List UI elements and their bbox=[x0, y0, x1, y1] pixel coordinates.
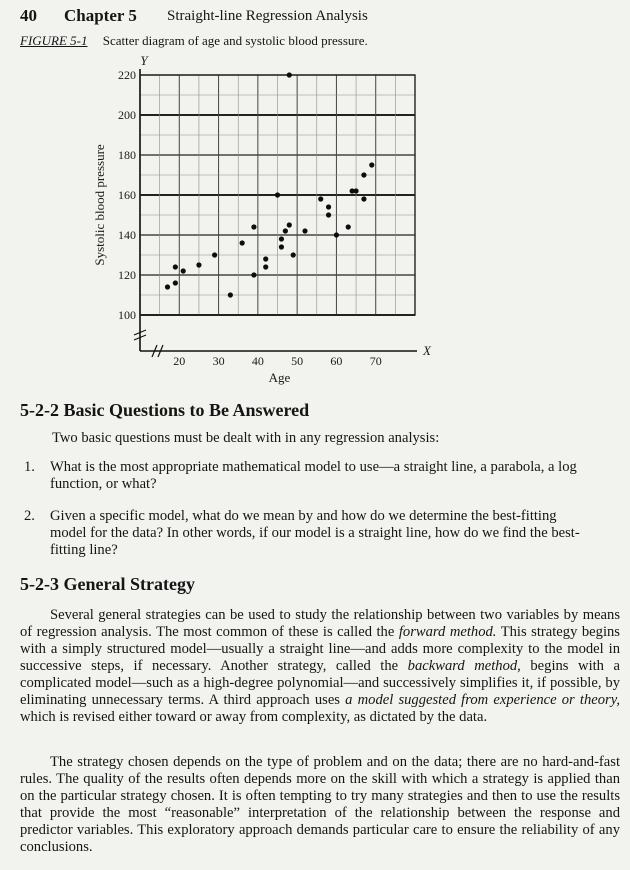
paragraph-text: begins with a complicated model—such as a high-degree polynomial—and successively simplifies it, if possible, by eliminating unnecessary terms. A third approach uses bbox=[20, 658, 620, 708]
data-point bbox=[212, 252, 217, 257]
y-tick-label: 120 bbox=[118, 268, 136, 282]
data-point bbox=[326, 204, 331, 209]
chart-axes bbox=[134, 69, 417, 357]
section-heading-basic-questions: 5-2-2 Basic Questions to Be Answered bbox=[20, 400, 310, 420]
figure-label: FIGURE 5-1 bbox=[20, 33, 88, 48]
data-point bbox=[291, 252, 296, 257]
list-text: Given a specific model, what do we mean by and how do we determine the best-fitting model for the data? In other words, if our model is a straight line, how do we find the best-fitting line? bbox=[50, 508, 580, 558]
data-point bbox=[369, 162, 374, 167]
list-item bbox=[24, 508, 589, 562]
data-point bbox=[353, 188, 358, 193]
section1-intro: Two basic questions must be dealt with in any regression analysis: bbox=[52, 430, 440, 446]
figure-caption-text: Scatter diagram of age and systolic blood pressure. bbox=[102, 33, 368, 48]
data-point bbox=[251, 272, 256, 277]
data-point bbox=[251, 224, 256, 229]
y-tick-label: 140 bbox=[118, 228, 136, 242]
data-point bbox=[165, 284, 170, 289]
running-title: Straight-line Regression Analysis bbox=[167, 8, 368, 24]
data-point bbox=[181, 268, 186, 273]
y-tick-label: 200 bbox=[118, 108, 136, 122]
paragraph-text: This strategy begins with a simply structured model—usually a straight line—and adds more complexity to the model in successive steps, if necessary. Another strategy, called the bbox=[20, 624, 620, 674]
data-point bbox=[287, 72, 292, 77]
data-point bbox=[361, 196, 366, 201]
x-tick-label: 50 bbox=[291, 354, 304, 368]
data-point bbox=[279, 236, 284, 241]
data-point bbox=[279, 244, 284, 249]
data-point bbox=[302, 228, 307, 233]
y-axis-label: Systolic blood pressure bbox=[92, 144, 107, 266]
paragraph-text: Several general strategies can be used to study the relationship between two variables by means of regression analysis. The most common of these is called the bbox=[20, 607, 620, 640]
scatter-chart bbox=[0, 48, 630, 393]
data-point bbox=[326, 212, 331, 217]
data-point bbox=[173, 280, 178, 285]
list-number: 2. bbox=[24, 508, 35, 524]
data-point bbox=[334, 232, 339, 237]
data-point bbox=[228, 292, 233, 297]
page-header bbox=[20, 6, 620, 30]
data-point bbox=[283, 228, 288, 233]
data-point bbox=[346, 224, 351, 229]
x-axis-label: Age bbox=[268, 370, 291, 385]
section-heading-general-strategy: 5-2-3 General Strategy bbox=[20, 574, 195, 594]
figure-caption bbox=[20, 33, 368, 49]
list-number: 1. bbox=[24, 459, 35, 475]
data-point bbox=[263, 264, 268, 269]
paragraph-text: which is revised either toward or away from complexity, as dictated by the data. bbox=[20, 709, 488, 725]
x-axis-letter: X bbox=[423, 343, 431, 358]
term-model-from-theory: a model suggested from experience or theory, bbox=[345, 692, 621, 708]
list-text: What is the most appropriate mathematical model to use—a straight line, a parabola, a log function, or what? bbox=[50, 459, 577, 492]
term-forward-method: forward method. bbox=[398, 624, 497, 640]
y-axis-letter: Y bbox=[140, 53, 148, 68]
data-point bbox=[240, 240, 245, 245]
term-backward-method: backward method, bbox=[407, 658, 521, 674]
y-tick-label: 100 bbox=[118, 308, 136, 322]
x-tick-label: 30 bbox=[212, 354, 225, 368]
page-number: 40 bbox=[20, 6, 37, 25]
chapter-label: Chapter 5 bbox=[64, 6, 137, 25]
data-point bbox=[287, 222, 292, 227]
data-point bbox=[196, 262, 201, 267]
chart-tick-labels bbox=[118, 68, 382, 368]
data-point bbox=[173, 264, 178, 269]
x-tick-label: 40 bbox=[251, 354, 264, 368]
y-tick-label: 220 bbox=[118, 68, 136, 82]
data-point bbox=[361, 172, 366, 177]
data-point bbox=[263, 256, 268, 261]
strategy-paragraph-2: The strategy chosen depends on the type of problem and on the data; there are no hard-and-fast rules. The quality of the results often depends more on the skill with which a strategy is applied than on the particular strategy chosen. It is often tempting to try many strategies and then to use the results that provide the most “reasonable” interpretation of the relationship between the response and predictor variables. This exploratory approach demands particular care to ensure the reliability of any conclusions. bbox=[20, 754, 620, 855]
y-tick-label: 180 bbox=[118, 148, 136, 162]
strategy-paragraph-1 bbox=[20, 607, 620, 726]
x-tick-label: 20 bbox=[173, 354, 186, 368]
y-tick-label: 160 bbox=[118, 188, 136, 202]
x-tick-label: 60 bbox=[330, 354, 343, 368]
x-tick-label: 70 bbox=[369, 354, 382, 368]
data-point bbox=[318, 196, 323, 201]
chart-points bbox=[165, 72, 374, 297]
list-item bbox=[24, 459, 589, 495]
data-point bbox=[275, 192, 280, 197]
